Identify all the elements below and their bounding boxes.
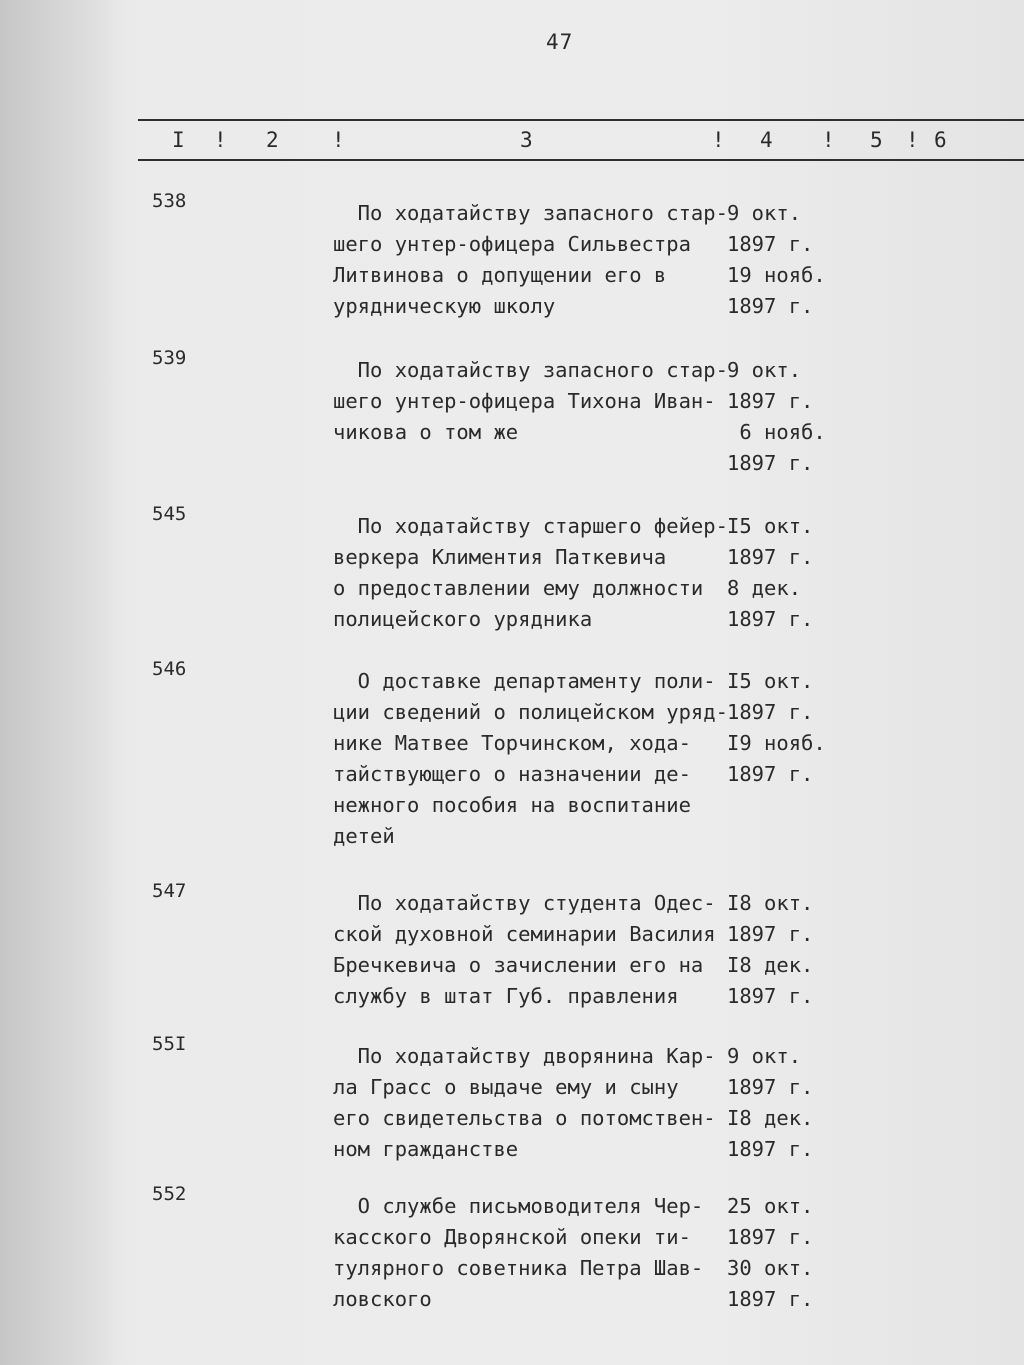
entry-number: 545	[152, 503, 187, 525]
column-header-5: 5	[870, 128, 883, 152]
entry-description: По ходатайству дворянина Кар- ла Грасс о выдаче ему и сыну его свидетельства о потомствен- ном гражданстве	[333, 1044, 716, 1161]
entry-dates: I8 окт. 1897 г. I8 дек. 1897 г.	[727, 891, 814, 1008]
column-header-2: 2	[266, 128, 279, 152]
page-number: 47	[546, 30, 574, 54]
entry-number: 547	[152, 880, 187, 902]
header-rule-top	[138, 119, 1024, 121]
entry-description: О службе письмоводителя Чер- касского Дворянской опеки ти- тулярного советника Петра Шав- ловского	[333, 1194, 704, 1311]
column-header-1: I	[172, 128, 185, 152]
column-header-4: 4	[760, 128, 773, 152]
column-separator: !	[214, 128, 227, 152]
entry-dates: I5 окт. 1897 г. I9 нояб. 1897 г.	[727, 669, 826, 786]
column-separator: !	[822, 128, 835, 152]
column-separator: !	[332, 128, 345, 152]
header-rule-bottom	[138, 159, 1024, 161]
entry-description: По ходатайству старшего фейер- веркера Климентия Паткевича о предоставлении ему должности полицейского урядника	[333, 514, 728, 631]
entry-description: О доставке департаменту поли- ции сведений о полицейском уряд- нике Матвее Торчинском, хода- тайствующего о назначении де- нежного пособия на воспитание детей	[333, 669, 728, 848]
entry-number: 552	[152, 1183, 187, 1205]
entry-description: По ходатайству студента Одес- ской духовной семинарии Василия Бречкевича о зачислении его на службу в штат Губ. правления	[333, 891, 716, 1008]
entry-number: 546	[152, 658, 187, 680]
entry-dates: 9 окт. 1897 г. 6 нояб. 1897 г.	[727, 358, 826, 475]
column-separator: !	[712, 128, 725, 152]
entry-number: 55I	[152, 1033, 187, 1055]
page-binding-shadow	[0, 0, 120, 1365]
entry-number: 538	[152, 190, 187, 212]
entry-number: 539	[152, 347, 187, 369]
entry-dates: 25 окт. 1897 г. 30 окт. 1897 г.	[727, 1194, 814, 1311]
entry-description: По ходатайству запасного стар- шего унтер-офицера Сильвестра Литвинова о допущении его в урядническую школу	[333, 201, 728, 318]
column-separator: !	[906, 128, 919, 152]
entry-dates: 9 окт. 1897 г. 19 нояб. 1897 г.	[727, 201, 826, 318]
column-header-6: 6	[934, 128, 947, 152]
column-header-3: 3	[520, 128, 533, 152]
entry-dates: 9 окт. 1897 г. I8 дек. 1897 г.	[727, 1044, 814, 1161]
entry-dates: I5 окт. 1897 г. 8 дек. 1897 г.	[727, 514, 814, 631]
entry-description: По ходатайству запасного стар- шего унтер-офицера Тихона Иван- чикова о том же	[333, 358, 728, 444]
